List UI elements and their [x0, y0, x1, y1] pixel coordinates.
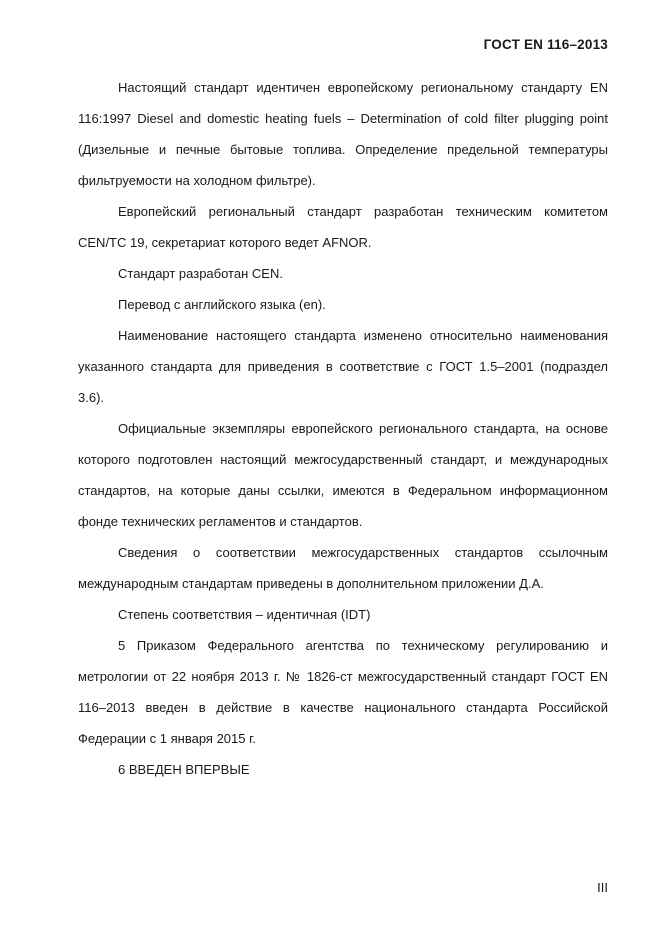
- paragraph-developer: Стандарт разработан CEN.: [118, 266, 283, 281]
- document-body: [78, 72, 608, 785]
- page-number: III: [597, 880, 608, 895]
- paragraph-correspondence: Сведения о соответствии межгосударственных стандартов ссылочным международным стандартам приведены в дополнительном приложении Д.А.: [78, 545, 608, 591]
- paragraph-official-copies: Официальные экземпляры европейского регионального стандарта, на основе которого подготовлен настоящий межгосударственный стандарт, и международных стандартов, на которые даны ссылки, имеются в Федеральном информационном фонде технических регламентов и стандартов.: [78, 421, 608, 529]
- paragraph-committee: Европейский региональный стандарт разработан техническим комитетом CEN/TC 19, секретариат которого ведет AFNOR.: [78, 204, 608, 250]
- paragraph-order: 5 Приказом Федерального агентства по техническому регулированию и метрологии от 22 ноября 2013 г. № 1826-ст межгосударственный стандарт ГОСТ EN 116–2013 введен в действие в качестве национального стандарта Российской Федерации с 1 января 2015 г.: [78, 638, 608, 746]
- paragraph-name-change: Наименование настоящего стандарта изменено относительно наименования указанного стандарта для приведения в соответствие с ГОСТ 1.5–2001 (подраздел 3.6).: [78, 328, 608, 405]
- paragraph-translation: Перевод с английского языка (en).: [118, 297, 326, 312]
- paragraph-degree: Степень соответствия – идентичная (IDT): [118, 607, 371, 622]
- standard-code-header: ГОСТ EN 116–2013: [483, 37, 608, 52]
- paragraph-identity: Настоящий стандарт идентичен европейскому региональному стандарту EN 116:1997 Diesel and domestic heating fuels – Determination of cold filter plugging point (Дизельные и печные бытовые топлива. Определение предельной температуры фильтруемости на холодном фильтре).: [78, 80, 608, 188]
- paragraph-introduced: 6 ВВЕДЕН ВПЕРВЫЕ: [118, 762, 250, 777]
